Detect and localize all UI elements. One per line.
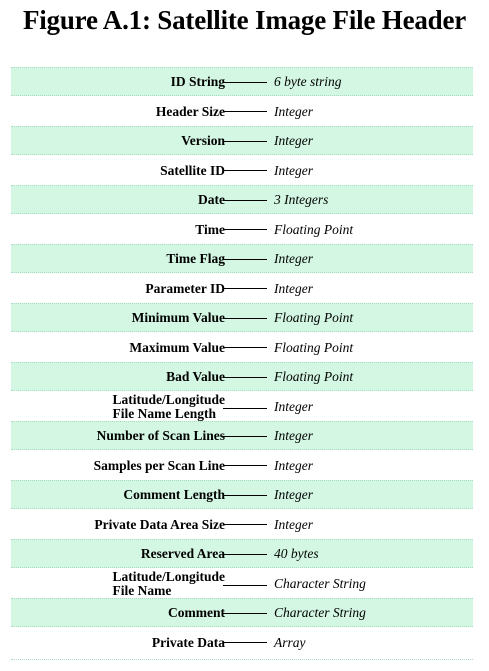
field-name — [195, 215, 225, 244]
field-type: Array — [274, 634, 306, 650]
connector-line — [223, 141, 267, 142]
bottom-divider — [11, 659, 473, 660]
field-row — [11, 480, 473, 509]
connector-line — [223, 465, 267, 466]
field-name-line: Reserved Area — [140, 545, 225, 561]
field-name-line: Maximum Value — [129, 339, 225, 355]
connector-line — [223, 200, 267, 201]
connector-line — [223, 82, 267, 83]
field-name — [152, 628, 225, 657]
field-name — [181, 127, 225, 154]
connector-line — [223, 377, 267, 378]
field-type: Integer — [274, 250, 313, 266]
field-type: Floating Point — [274, 368, 354, 384]
field-name — [123, 481, 225, 508]
field-name-line: Bad Value — [166, 368, 225, 384]
field-name — [145, 274, 225, 303]
field-name — [198, 186, 225, 213]
field-name-line: Number of Scan Lines — [96, 427, 225, 443]
connector-line — [223, 318, 267, 319]
field-name — [112, 569, 225, 598]
field-name — [112, 392, 225, 421]
connector-line — [223, 111, 267, 112]
field-type: Integer — [274, 486, 313, 502]
field-row — [11, 97, 473, 126]
field-row — [11, 156, 473, 185]
field-type: Integer — [274, 398, 313, 414]
field-type: Integer — [274, 516, 313, 532]
field-name — [94, 510, 225, 539]
field-row — [11, 421, 473, 450]
field-name-line: Comment — [168, 604, 225, 620]
field-type: Integer — [274, 457, 313, 473]
field-name — [156, 97, 225, 126]
field-name — [129, 333, 225, 362]
connector-line — [223, 585, 267, 586]
field-type: Integer — [274, 280, 313, 296]
field-row — [11, 510, 473, 539]
field-name-line: File Name — [112, 582, 172, 598]
field-row — [11, 244, 473, 273]
connector-line — [223, 613, 267, 614]
field-name-line: Satellite ID — [160, 162, 225, 178]
connector-line — [223, 642, 267, 643]
field-type: Character String — [274, 575, 366, 591]
field-name-line: Latitude/Longitude — [112, 391, 225, 407]
field-name-line: Version — [181, 132, 225, 148]
field-row — [11, 392, 473, 421]
field-name-line: File Name Length — [112, 405, 216, 421]
connector-line — [223, 347, 267, 348]
field-name — [166, 363, 225, 390]
field-type: Floating Point — [274, 221, 354, 237]
field-row — [11, 126, 473, 155]
connector-line — [223, 259, 267, 260]
field-name-line: Samples per Scan Line — [93, 457, 225, 473]
connector-line — [223, 495, 267, 496]
field-row — [11, 569, 473, 598]
field-row — [11, 333, 473, 362]
field-row — [11, 303, 473, 332]
field-row — [11, 274, 473, 303]
field-name-line: Private Data Area Size — [94, 516, 225, 532]
field-name-line: Parameter ID — [145, 280, 225, 296]
connector-line — [223, 554, 267, 555]
field-name-line: Minimum Value — [131, 309, 225, 325]
field-name — [94, 451, 225, 480]
field-row — [11, 539, 473, 568]
field-name — [166, 245, 225, 272]
field-type: Integer — [274, 427, 313, 443]
field-row — [11, 185, 473, 214]
field-type: Integer — [274, 162, 313, 178]
field-name-line: Time — [195, 221, 225, 237]
field-type: Integer — [274, 103, 313, 119]
field-row — [11, 362, 473, 391]
field-type: 3 Integers — [274, 191, 329, 207]
field-name-line: Header Size — [155, 103, 225, 119]
field-name — [97, 422, 225, 449]
field-type: 40 bytes — [274, 545, 319, 561]
field-name-line: Date — [198, 191, 225, 207]
field-name-line: ID String — [170, 73, 225, 89]
connector-line — [223, 436, 267, 437]
connector-line — [223, 229, 267, 230]
field-type: Integer — [274, 132, 313, 148]
figure-title: Figure A.1: Satellite Image File Header — [22, 5, 467, 35]
field-name-line: Private Data — [151, 634, 225, 650]
connector-line — [223, 170, 267, 171]
field-type: Character String — [274, 604, 366, 620]
connector-line — [223, 288, 267, 289]
field-name — [160, 156, 225, 185]
field-name — [168, 599, 225, 626]
connector-line — [223, 524, 267, 525]
field-row — [11, 451, 473, 480]
field-type: 6 byte string — [274, 73, 342, 89]
field-row — [11, 598, 473, 627]
field-type: Floating Point — [274, 309, 354, 325]
field-name-line: Latitude/Longitude — [112, 568, 225, 584]
field-name-line: Time Flag — [166, 250, 225, 266]
field-name-line: Comment Length — [123, 486, 225, 502]
field-name — [141, 540, 225, 567]
connector-line — [223, 408, 267, 409]
field-row — [11, 628, 473, 657]
field-name — [132, 304, 225, 331]
field-name — [171, 68, 225, 95]
field-row — [11, 67, 473, 96]
field-row — [11, 215, 473, 244]
field-type: Floating Point — [274, 339, 354, 355]
